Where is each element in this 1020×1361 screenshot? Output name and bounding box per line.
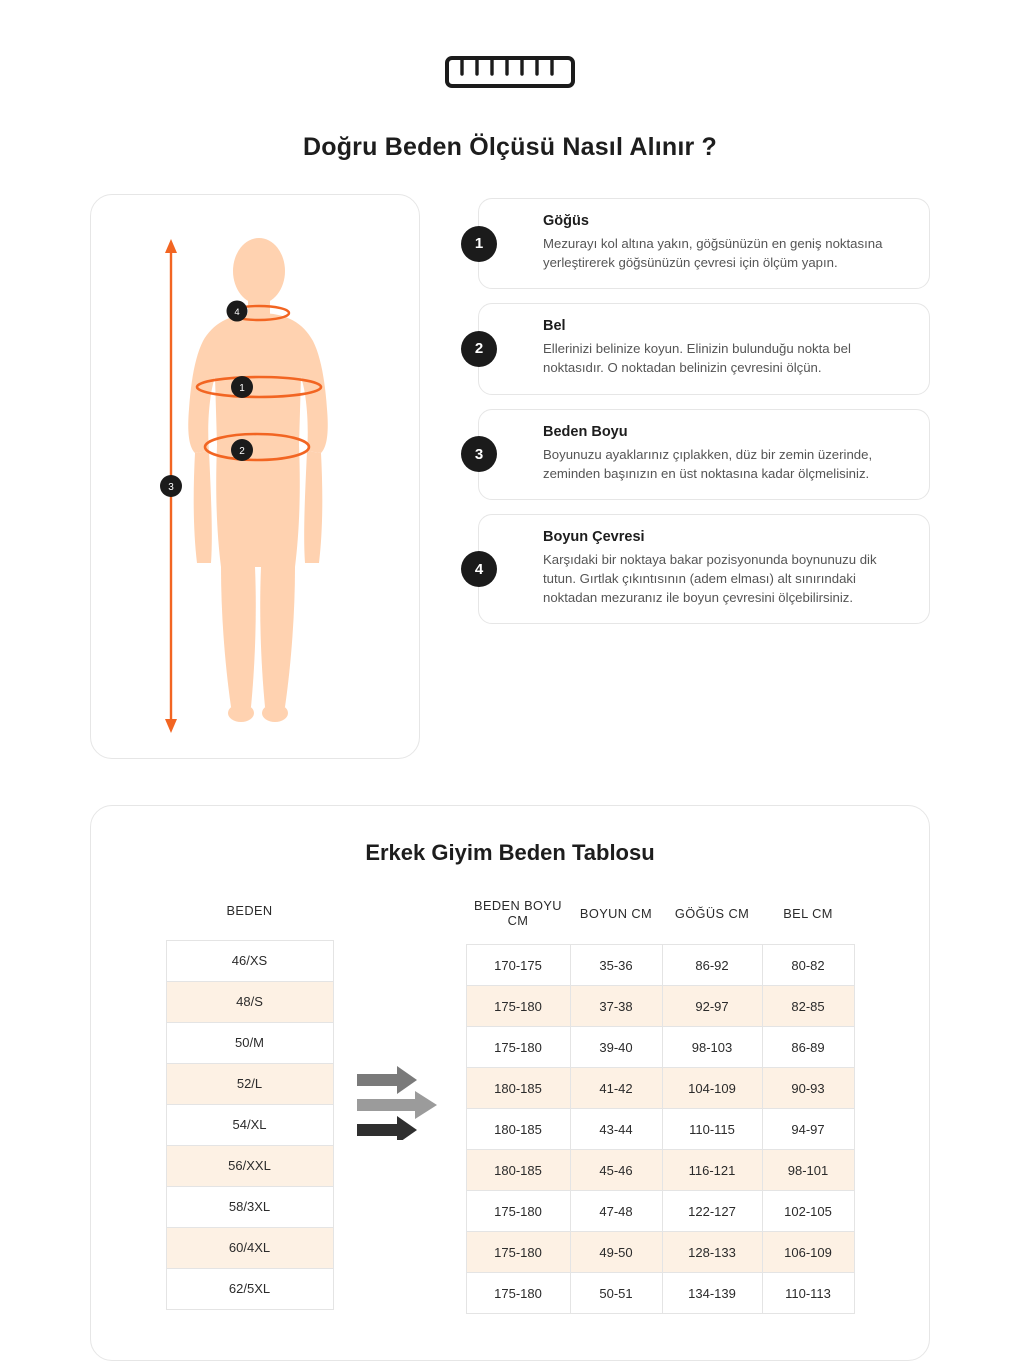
cell-bel: 80-82 xyxy=(762,945,854,986)
size-cell: 60/4XL xyxy=(166,1227,333,1268)
table-row xyxy=(166,1022,333,1063)
step-card-4 xyxy=(474,514,930,624)
table-row xyxy=(466,1109,854,1150)
cell-boyun: 41-42 xyxy=(570,1068,662,1109)
size-cell: 56/XXL xyxy=(166,1145,333,1186)
table-row xyxy=(466,1273,854,1314)
measure-guide-section xyxy=(0,162,1020,759)
cell-beden-boyu: 180-185 xyxy=(466,1068,570,1109)
step-title: Boyun Çevresi xyxy=(543,528,645,545)
cell-boyun: 45-46 xyxy=(570,1150,662,1191)
table-row xyxy=(166,940,333,981)
size-cell: 48/S xyxy=(166,981,333,1022)
arrows-right-icon xyxy=(357,1066,443,1140)
cell-bel: 82-85 xyxy=(762,986,854,1027)
table-row xyxy=(166,1145,333,1186)
cell-beden-boyu: 175-180 xyxy=(466,1273,570,1314)
table-row xyxy=(166,1186,333,1227)
cell-beden-boyu: 175-180 xyxy=(466,1027,570,1068)
measurements-columns xyxy=(466,892,855,1314)
svg-text:2: 2 xyxy=(239,446,245,457)
size-cell: 50/M xyxy=(166,1022,333,1063)
cell-gogus: 104-109 xyxy=(662,1068,762,1109)
cell-beden-boyu: 180-185 xyxy=(466,1150,570,1191)
table-row xyxy=(466,986,854,1027)
cell-beden-boyu: 180-185 xyxy=(466,1109,570,1150)
table-row xyxy=(466,1068,854,1109)
arrows-column xyxy=(334,892,466,1314)
cell-beden-boyu: 170-175 xyxy=(466,945,570,986)
step-text: Ellerinizi belinize koyun. Elinizin bulunduğu nokta bel noktasıdır. O noktadan belinizin çevresini ölçün. xyxy=(543,341,851,376)
column-header-beden: BEDEN xyxy=(226,903,273,919)
size-column xyxy=(166,892,334,1310)
cell-gogus: 122-127 xyxy=(662,1191,762,1232)
step-number-badge: 1 xyxy=(461,226,497,262)
size-cell: 62/5XL xyxy=(166,1268,333,1309)
page-title: Doğru Beden Ölçüsü Nasıl Alınır ? xyxy=(302,133,718,161)
size-cell: 58/3XL xyxy=(166,1186,333,1227)
size-cell: 54/XL xyxy=(166,1104,333,1145)
cell-boyun: 50-51 xyxy=(570,1273,662,1314)
cell-boyun: 49-50 xyxy=(570,1232,662,1273)
male-body-figure-icon xyxy=(91,195,421,760)
cell-gogus: 116-121 xyxy=(662,1150,762,1191)
cell-beden-boyu: 175-180 xyxy=(466,1191,570,1232)
cell-boyun: 39-40 xyxy=(570,1027,662,1068)
body-figure-card xyxy=(90,194,420,759)
cell-beden-boyu: 175-180 xyxy=(466,986,570,1027)
step-number-badge: 3 xyxy=(461,436,497,472)
table-row xyxy=(166,1104,333,1145)
svg-text:4: 4 xyxy=(234,307,240,318)
cell-gogus: 92-97 xyxy=(662,986,762,1027)
cell-bel: 90-93 xyxy=(762,1068,854,1109)
cell-beden-boyu: 175-180 xyxy=(466,1232,570,1273)
step-card-2 xyxy=(474,303,930,394)
step-text: Karşıdaki bir noktaya bakar pozisyonunda boynunuzu dik tutun. Gırtlak çıkıntısının (adem elması) alt sınırındaki noktadan mezuranız ile boyun çevresini ölçebilirsiniz. xyxy=(543,551,877,606)
table-row xyxy=(466,1232,854,1273)
cell-bel: 94-97 xyxy=(762,1109,854,1150)
table-row xyxy=(466,1150,854,1191)
step-text: Mezurayı kol altına yakın, göğsünüzün en geniş noktasına yerleştirerek göğsünüzün çevresi için ölçüm yapın. xyxy=(543,236,883,271)
cell-bel: 98-101 xyxy=(762,1150,854,1191)
cell-bel: 110-113 xyxy=(762,1273,854,1314)
table-row xyxy=(166,1063,333,1104)
column-header-bel: BEL CM xyxy=(783,905,833,921)
cell-gogus: 86-92 xyxy=(662,945,762,986)
size-cell: 46/XS xyxy=(166,940,333,981)
step-card-3 xyxy=(474,409,930,500)
size-table-title: Erkek Giyim Beden Tablosu xyxy=(365,840,655,865)
ruler-icon xyxy=(444,44,576,105)
svg-text:3: 3 xyxy=(168,482,174,493)
step-title: Göğüs xyxy=(543,213,589,229)
table-row xyxy=(166,981,333,1022)
cell-bel: 102-105 xyxy=(762,1191,854,1232)
cell-boyun: 35-36 xyxy=(570,945,662,986)
table-row xyxy=(466,945,854,986)
cell-gogus: 128-133 xyxy=(662,1232,762,1273)
step-number-badge: 2 xyxy=(461,331,497,367)
column-header-boyun: BOYUN CM xyxy=(579,905,653,921)
step-number-badge: 4 xyxy=(461,551,497,587)
table-row xyxy=(166,1227,333,1268)
step-title: Bel xyxy=(543,318,566,335)
cell-bel: 106-109 xyxy=(762,1232,854,1273)
cell-gogus: 110-115 xyxy=(662,1109,762,1150)
size-cell: 52/L xyxy=(166,1063,333,1104)
column-header-beden-boyu: BEDEN BOYU CM xyxy=(474,898,562,928)
header-icon-wrap xyxy=(0,0,1020,105)
cell-bel: 86-89 xyxy=(762,1027,854,1068)
svg-text:1: 1 xyxy=(239,383,245,394)
table-row xyxy=(166,1268,333,1309)
cell-boyun: 47-48 xyxy=(570,1191,662,1232)
cell-gogus: 98-103 xyxy=(662,1027,762,1068)
cell-gogus: 134-139 xyxy=(662,1273,762,1314)
step-card-1 xyxy=(474,198,930,289)
step-title: Beden Boyu xyxy=(543,423,628,440)
cell-boyun: 43-44 xyxy=(570,1109,662,1150)
column-header-gogus: GÖĞÜS CM xyxy=(674,905,750,921)
table-row xyxy=(466,1027,854,1068)
table-row xyxy=(466,1191,854,1232)
steps-list xyxy=(474,194,930,624)
cell-boyun: 37-38 xyxy=(570,986,662,1027)
size-table-card xyxy=(90,805,930,1361)
step-text: Boyunuzu ayaklarınız çıplakken, düz bir zemin üzerinde, zeminden başınızın en üst noktasına kadar ölçmelisiniz. xyxy=(543,446,873,481)
